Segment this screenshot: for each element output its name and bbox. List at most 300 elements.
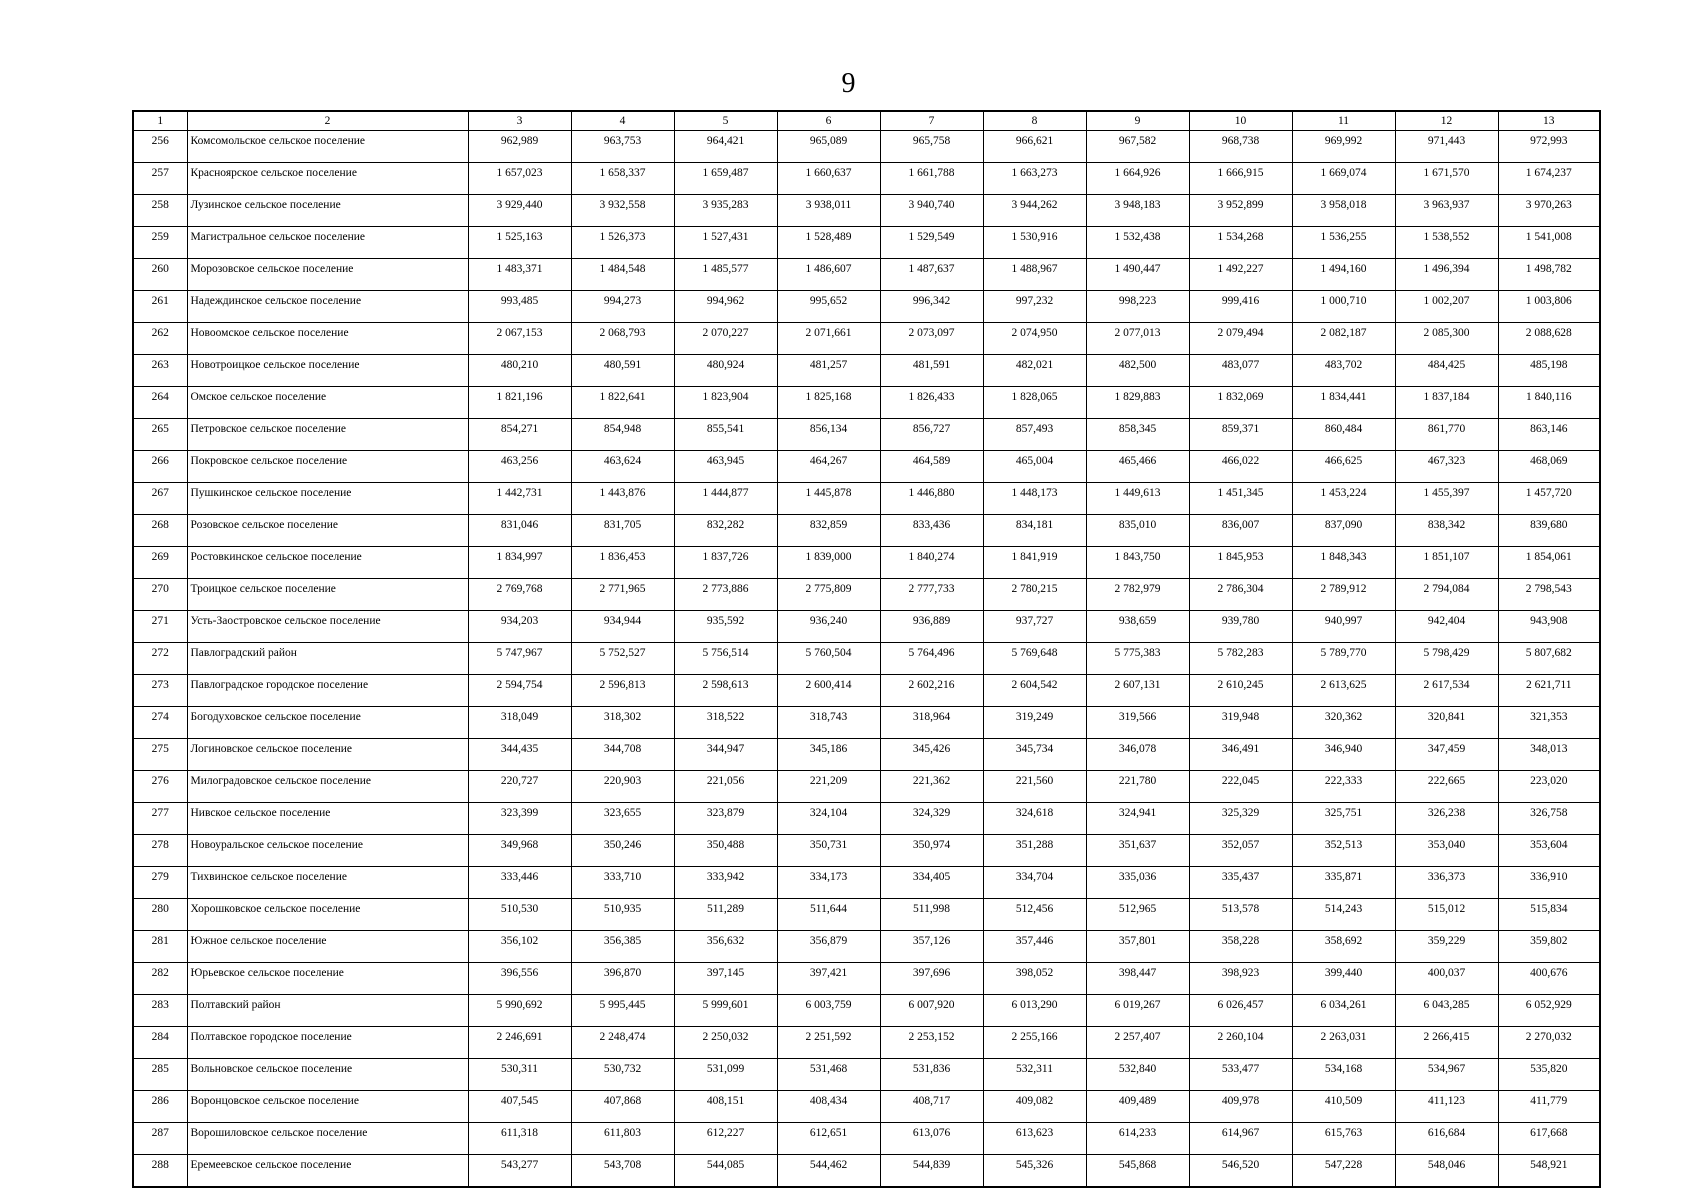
row-number-cell: 260 [133,259,187,291]
value-cell: 3 938,011 [777,195,880,227]
value-cell: 999,416 [1189,291,1292,323]
value-cell: 1 444,877 [674,483,777,515]
value-cell: 833,436 [880,515,983,547]
value-cell: 463,624 [571,451,674,483]
value-cell: 5 999,601 [674,995,777,1027]
value-cell: 972,993 [1498,131,1600,163]
value-cell: 2 074,950 [983,323,1086,355]
column-header: 13 [1498,111,1600,131]
settlement-name-cell: Павлоградский район [187,643,468,675]
table-row [133,579,1600,611]
value-cell: 1 821,196 [468,387,571,419]
value-cell: 221,362 [880,771,983,803]
value-cell: 2 270,032 [1498,1027,1600,1059]
table-row [133,803,1600,835]
value-cell: 532,311 [983,1059,1086,1091]
row-number-cell: 283 [133,995,187,1027]
value-cell: 2 777,733 [880,579,983,611]
value-cell: 547,228 [1292,1155,1395,1188]
value-cell: 1 446,880 [880,483,983,515]
value-cell: 1 837,184 [1395,387,1498,419]
value-cell: 534,168 [1292,1059,1395,1091]
value-cell: 222,045 [1189,771,1292,803]
settlement-name-cell: Магистральное сельское поселение [187,227,468,259]
value-cell: 834,181 [983,515,1086,547]
value-cell: 530,732 [571,1059,674,1091]
value-cell: 5 756,514 [674,643,777,675]
value-cell: 335,036 [1086,867,1189,899]
value-cell: 1 666,915 [1189,163,1292,195]
row-number-cell: 263 [133,355,187,387]
value-cell: 358,228 [1189,931,1292,963]
value-cell: 3 952,899 [1189,195,1292,227]
value-cell: 545,326 [983,1155,1086,1188]
settlement-name-cell: Новоуральское сельское поселение [187,835,468,867]
table-row [133,323,1600,355]
table-row [133,643,1600,675]
value-cell: 939,780 [1189,611,1292,643]
value-cell: 5 995,445 [571,995,674,1027]
value-cell: 345,734 [983,739,1086,771]
settlement-name-cell: Еремеевское сельское поселение [187,1155,468,1188]
value-cell: 5 752,527 [571,643,674,675]
row-number-cell: 285 [133,1059,187,1091]
value-cell: 5 760,504 [777,643,880,675]
value-cell: 535,820 [1498,1059,1600,1091]
value-cell: 863,146 [1498,419,1600,451]
value-cell: 221,560 [983,771,1086,803]
column-header: 6 [777,111,880,131]
value-cell: 6 026,457 [1189,995,1292,1027]
value-cell: 967,582 [1086,131,1189,163]
value-cell: 1 530,916 [983,227,1086,259]
value-cell: 323,879 [674,803,777,835]
value-cell: 935,592 [674,611,777,643]
value-cell: 832,282 [674,515,777,547]
table-row [133,835,1600,867]
value-cell: 965,758 [880,131,983,163]
value-cell: 356,102 [468,931,571,963]
table-row [133,131,1600,163]
value-cell: 463,256 [468,451,571,483]
value-cell: 531,468 [777,1059,880,1091]
table-row [133,483,1600,515]
value-cell: 5 807,682 [1498,643,1600,675]
value-cell: 398,447 [1086,963,1189,995]
value-cell: 617,668 [1498,1123,1600,1155]
column-header: 9 [1086,111,1189,131]
value-cell: 1 528,489 [777,227,880,259]
value-cell: 318,302 [571,707,674,739]
value-cell: 1 526,373 [571,227,674,259]
settlement-name-cell: Пушкинское сельское поселение [187,483,468,515]
value-cell: 5 764,496 [880,643,983,675]
value-cell: 481,591 [880,355,983,387]
value-cell: 2 621,711 [1498,675,1600,707]
value-cell: 962,989 [468,131,571,163]
table-row [133,931,1600,963]
value-cell: 408,434 [777,1091,880,1123]
value-cell: 2 260,104 [1189,1027,1292,1059]
value-cell: 2 594,754 [468,675,571,707]
value-cell: 1 671,570 [1395,163,1498,195]
value-cell: 856,727 [880,419,983,451]
value-cell: 465,466 [1086,451,1189,483]
value-cell: 333,710 [571,867,674,899]
value-cell: 1 674,237 [1498,163,1600,195]
value-cell: 2 794,084 [1395,579,1498,611]
settlement-name-cell: Тихвинское сельское поселение [187,867,468,899]
value-cell: 411,779 [1498,1091,1600,1123]
value-cell: 1 661,788 [880,163,983,195]
value-cell: 3 940,740 [880,195,983,227]
value-cell: 1 822,641 [571,387,674,419]
value-cell: 3 958,018 [1292,195,1395,227]
value-cell: 511,644 [777,899,880,931]
column-header: 5 [674,111,777,131]
value-cell: 464,267 [777,451,880,483]
value-cell: 514,243 [1292,899,1395,931]
value-cell: 334,173 [777,867,880,899]
value-cell: 346,491 [1189,739,1292,771]
settlement-name-cell: Ворошиловское сельское поселение [187,1123,468,1155]
value-cell: 344,435 [468,739,571,771]
value-cell: 2 070,227 [674,323,777,355]
value-cell: 614,967 [1189,1123,1292,1155]
value-cell: 614,233 [1086,1123,1189,1155]
value-cell: 318,743 [777,707,880,739]
value-cell: 1 487,637 [880,259,983,291]
value-cell: 6 013,290 [983,995,1086,1027]
value-cell: 612,651 [777,1123,880,1155]
value-cell: 400,676 [1498,963,1600,995]
value-cell: 350,974 [880,835,983,867]
column-header: 7 [880,111,983,131]
row-number-cell: 268 [133,515,187,547]
value-cell: 2 600,414 [777,675,880,707]
value-cell: 854,271 [468,419,571,451]
value-cell: 2 798,543 [1498,579,1600,611]
settlement-name-cell: Комсомольское сельское поселение [187,131,468,163]
column-header: 11 [1292,111,1395,131]
value-cell: 1 823,904 [674,387,777,419]
value-cell: 324,941 [1086,803,1189,835]
row-number-cell: 286 [133,1091,187,1123]
value-cell: 357,801 [1086,931,1189,963]
value-cell: 1 494,160 [1292,259,1395,291]
value-cell: 856,134 [777,419,880,451]
row-number-cell: 276 [133,771,187,803]
value-cell: 325,751 [1292,803,1395,835]
value-cell: 836,007 [1189,515,1292,547]
value-cell: 2 598,613 [674,675,777,707]
value-cell: 483,702 [1292,355,1395,387]
value-cell: 467,323 [1395,451,1498,483]
row-number-cell: 274 [133,707,187,739]
value-cell: 854,948 [571,419,674,451]
value-cell: 1 829,883 [1086,387,1189,419]
table-row [133,995,1600,1027]
value-cell: 2 082,187 [1292,323,1395,355]
value-cell: 408,717 [880,1091,983,1123]
value-cell: 1 532,438 [1086,227,1189,259]
value-cell: 545,868 [1086,1155,1189,1188]
value-cell: 1 834,441 [1292,387,1395,419]
value-cell: 351,637 [1086,835,1189,867]
value-cell: 407,545 [468,1091,571,1123]
row-number-cell: 273 [133,675,187,707]
table-row [133,419,1600,451]
value-cell: 1 837,726 [674,547,777,579]
value-cell: 1 449,613 [1086,483,1189,515]
column-header: 3 [468,111,571,131]
value-cell: 2 248,474 [571,1027,674,1059]
value-cell: 1 659,487 [674,163,777,195]
value-cell: 616,684 [1395,1123,1498,1155]
settlement-name-cell: Надеждинское сельское поселение [187,291,468,323]
value-cell: 1 442,731 [468,483,571,515]
value-cell: 1 003,806 [1498,291,1600,323]
value-cell: 515,012 [1395,899,1498,931]
value-cell: 398,923 [1189,963,1292,995]
value-cell: 326,238 [1395,803,1498,835]
value-cell: 2 789,912 [1292,579,1395,611]
value-cell: 349,968 [468,835,571,867]
value-cell: 2 246,691 [468,1027,571,1059]
value-cell: 3 944,262 [983,195,1086,227]
value-cell: 411,123 [1395,1091,1498,1123]
row-number-cell: 261 [133,291,187,323]
value-cell: 6 034,261 [1292,995,1395,1027]
value-cell: 544,085 [674,1155,777,1188]
value-cell: 997,232 [983,291,1086,323]
value-cell: 351,288 [983,835,1086,867]
value-cell: 480,210 [468,355,571,387]
value-cell: 344,947 [674,739,777,771]
settlement-name-cell: Богодуховское сельское поселение [187,707,468,739]
table-row [133,707,1600,739]
value-cell: 858,345 [1086,419,1189,451]
value-cell: 2 769,768 [468,579,571,611]
value-cell: 1 453,224 [1292,483,1395,515]
value-cell: 2 266,415 [1395,1027,1498,1059]
value-cell: 324,329 [880,803,983,835]
value-cell: 512,965 [1086,899,1189,931]
value-cell: 2 607,131 [1086,675,1189,707]
value-cell: 2 613,625 [1292,675,1395,707]
value-cell: 2 067,153 [468,323,571,355]
value-cell: 1 839,000 [777,547,880,579]
value-cell: 936,240 [777,611,880,643]
row-number-cell: 281 [133,931,187,963]
value-cell: 1 657,023 [468,163,571,195]
value-cell: 222,333 [1292,771,1395,803]
value-cell: 612,227 [674,1123,777,1155]
value-cell: 543,277 [468,1155,571,1188]
value-cell: 357,126 [880,931,983,963]
value-cell: 352,513 [1292,835,1395,867]
value-cell: 1 843,750 [1086,547,1189,579]
value-cell: 409,082 [983,1091,1086,1123]
value-cell: 318,522 [674,707,777,739]
value-cell: 546,520 [1189,1155,1292,1188]
value-cell: 531,836 [880,1059,983,1091]
table-row [133,355,1600,387]
value-cell: 2 088,628 [1498,323,1600,355]
value-cell: 510,935 [571,899,674,931]
value-cell: 831,705 [571,515,674,547]
value-cell: 1 529,549 [880,227,983,259]
value-cell: 320,841 [1395,707,1498,739]
table-row [133,259,1600,291]
value-cell: 2 085,300 [1395,323,1498,355]
value-cell: 323,399 [468,803,571,835]
table-row [133,771,1600,803]
value-cell: 325,329 [1189,803,1292,835]
value-cell: 544,462 [777,1155,880,1188]
value-cell: 1 669,074 [1292,163,1395,195]
value-cell: 2 775,809 [777,579,880,611]
settlement-name-cell: Воронцовское сельское поселение [187,1091,468,1123]
table-row [133,963,1600,995]
row-number-cell: 269 [133,547,187,579]
value-cell: 968,738 [1189,131,1292,163]
row-number-cell: 258 [133,195,187,227]
value-cell: 2 771,965 [571,579,674,611]
table-row [133,739,1600,771]
value-cell: 831,046 [468,515,571,547]
value-cell: 1 845,953 [1189,547,1292,579]
row-number-cell: 259 [133,227,187,259]
settlement-name-cell: Покровское сельское поселение [187,451,468,483]
row-number-cell: 257 [133,163,187,195]
value-cell: 1 848,343 [1292,547,1395,579]
value-cell: 221,780 [1086,771,1189,803]
settlement-name-cell: Логиновское сельское поселение [187,739,468,771]
row-number-cell: 266 [133,451,187,483]
value-cell: 1 498,782 [1498,259,1600,291]
value-cell: 344,708 [571,739,674,771]
value-cell: 468,069 [1498,451,1600,483]
value-cell: 321,353 [1498,707,1600,739]
value-cell: 324,104 [777,803,880,835]
value-cell: 943,908 [1498,611,1600,643]
value-cell: 466,022 [1189,451,1292,483]
value-cell: 345,186 [777,739,880,771]
value-cell: 407,868 [571,1091,674,1123]
value-cell: 1 536,255 [1292,227,1395,259]
value-cell: 350,246 [571,835,674,867]
value-cell: 353,040 [1395,835,1498,867]
settlement-name-cell: Петровское сельское поселение [187,419,468,451]
table-row [133,675,1600,707]
table-header-row [133,111,1600,131]
value-cell: 320,362 [1292,707,1395,739]
column-header: 1 [133,111,187,131]
value-cell: 409,489 [1086,1091,1189,1123]
value-cell: 359,802 [1498,931,1600,963]
value-cell: 6 007,920 [880,995,983,1027]
value-cell: 5 782,283 [1189,643,1292,675]
settlement-name-cell: Хорошковское сельское поселение [187,899,468,931]
value-cell: 1 534,268 [1189,227,1292,259]
value-cell: 2 780,215 [983,579,1086,611]
value-cell: 326,758 [1498,803,1600,835]
value-cell: 319,948 [1189,707,1292,739]
value-cell: 839,680 [1498,515,1600,547]
value-cell: 1 445,878 [777,483,880,515]
value-cell: 2 604,542 [983,675,1086,707]
value-cell: 613,076 [880,1123,983,1155]
value-cell: 835,010 [1086,515,1189,547]
value-cell: 513,578 [1189,899,1292,931]
table-row [133,515,1600,547]
value-cell: 1 826,433 [880,387,983,419]
value-cell: 1 527,431 [674,227,777,259]
value-cell: 222,665 [1395,771,1498,803]
value-cell: 1 486,607 [777,259,880,291]
row-number-cell: 277 [133,803,187,835]
data-table [132,110,1601,1188]
table-row [133,1027,1600,1059]
value-cell: 938,659 [1086,611,1189,643]
value-cell: 5 798,429 [1395,643,1498,675]
value-cell: 3 929,440 [468,195,571,227]
value-cell: 1 455,397 [1395,483,1498,515]
value-cell: 998,223 [1086,291,1189,323]
row-number-cell: 280 [133,899,187,931]
value-cell: 963,753 [571,131,674,163]
value-cell: 335,871 [1292,867,1395,899]
value-cell: 837,090 [1292,515,1395,547]
value-cell: 1 851,107 [1395,547,1498,579]
value-cell: 350,731 [777,835,880,867]
value-cell: 3 932,558 [571,195,674,227]
value-cell: 397,421 [777,963,880,995]
value-cell: 971,443 [1395,131,1498,163]
column-header: 8 [983,111,1086,131]
value-cell: 5 775,383 [1086,643,1189,675]
value-cell: 1 488,967 [983,259,1086,291]
value-cell: 352,057 [1189,835,1292,867]
value-cell: 615,763 [1292,1123,1395,1155]
value-cell: 334,704 [983,867,1086,899]
value-cell: 409,978 [1189,1091,1292,1123]
table-row [133,1155,1600,1188]
column-header: 12 [1395,111,1498,131]
value-cell: 1 485,577 [674,259,777,291]
value-cell: 333,942 [674,867,777,899]
value-cell: 323,655 [571,803,674,835]
row-number-cell: 270 [133,579,187,611]
value-cell: 855,541 [674,419,777,451]
value-cell: 1 840,274 [880,547,983,579]
value-cell: 613,623 [983,1123,1086,1155]
value-cell: 1 664,926 [1086,163,1189,195]
value-cell: 482,500 [1086,355,1189,387]
row-number-cell: 271 [133,611,187,643]
value-cell: 336,373 [1395,867,1498,899]
row-number-cell: 275 [133,739,187,771]
value-cell: 533,477 [1189,1059,1292,1091]
table-row [133,451,1600,483]
row-number-cell: 288 [133,1155,187,1188]
value-cell: 1 660,637 [777,163,880,195]
row-number-cell: 284 [133,1027,187,1059]
value-cell: 2 079,494 [1189,323,1292,355]
settlement-name-cell: Усть-Заостровское сельское поселение [187,611,468,643]
value-cell: 543,708 [571,1155,674,1188]
